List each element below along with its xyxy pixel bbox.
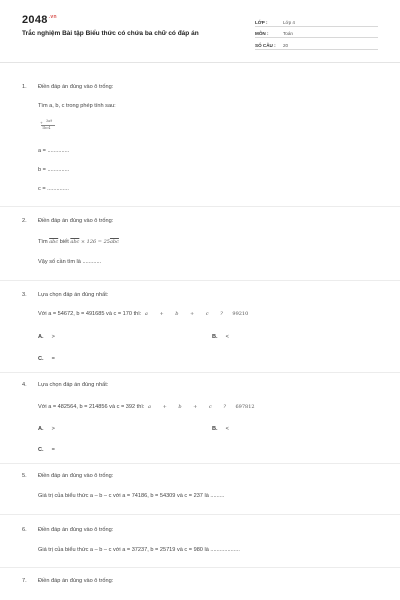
question-number: 6. [22, 527, 27, 533]
page-header [0, 0, 400, 62]
question-prompt: Điền đáp án đúng vào ô trống: [38, 218, 114, 224]
page-title: Trắc nghiệm Bài tập Biểu thức có chứa ba chữ có đáp án [22, 30, 199, 37]
meta-row-class: LỚP : Lớp 4 [255, 15, 378, 27]
question-prompt: Điền đáp án đúng vào ô trống: [38, 84, 114, 90]
option-a[interactable]: A. > [38, 426, 55, 432]
question-number: 7. [22, 578, 27, 584]
answer-blank[interactable]: Vậy số cần tìm là ............ [38, 259, 102, 265]
answer-blank-a[interactable]: a = .............. [38, 148, 70, 154]
meta-row-count: SỐ CÂU : 20 [255, 38, 378, 50]
question-divider [0, 206, 400, 207]
question-prompt: Điền đáp án đúng vào ô trống: [38, 578, 114, 584]
question-prompt: Điền đáp án đúng vào ô trống: [38, 527, 114, 533]
question-divider [0, 372, 400, 373]
question-text: Với a = 54672, b = 491685 và c = 170 thì: a + b + c ? 99210 [38, 311, 249, 317]
question-divider [0, 463, 400, 464]
question-prompt: Lựa chọn đáp án đúng nhất: [38, 382, 109, 388]
question-prompt: Lựa chọn đáp án đúng nhất: [38, 292, 109, 298]
question-text[interactable]: Giá trị của biểu thức a – b – c với a = 37237, b = 25719 và c = 980 là ................... [38, 547, 240, 553]
option-b[interactable]: B. < [212, 426, 229, 432]
question-text[interactable]: Giá trị của biểu thức a – b – c với a = 74186, b = 54309 và c = 237 là ......... [38, 493, 225, 499]
question-text: Tìm a, b, c trong phép tính sau: [38, 103, 116, 109]
question-number: 5. [22, 473, 27, 479]
question-divider [0, 567, 400, 568]
meta-table [255, 15, 378, 50]
question-number: 2. [22, 218, 27, 224]
question-number: 1. [22, 84, 27, 90]
option-c[interactable]: C. = [38, 447, 55, 453]
question-text: Với a = 482564, b = 214856 và c = 392 thì: a + b + c ? 697812 [38, 404, 255, 410]
question-divider [0, 280, 400, 281]
question-divider [0, 514, 400, 515]
option-b[interactable]: B. < [212, 334, 229, 340]
meta-row-subject: MÔN : Toán [255, 27, 378, 39]
question-prompt: Điền đáp án đúng vào ô trống: [38, 473, 114, 479]
answer-blank-c[interactable]: c = .............. [38, 186, 69, 192]
site-logo[interactable]: $2048^{.vn}$ [22, 14, 57, 26]
option-a[interactable]: A. > [38, 334, 55, 340]
question-number: 3. [22, 292, 27, 298]
answer-blank-b[interactable]: b = .............. [38, 167, 70, 173]
header-divider [0, 62, 400, 63]
question-text: Tìm $\overline{abc}$ biết $\overline{abc} \times 126 = 25\overline{abc}$ [38, 239, 119, 245]
option-c[interactable]: C. = [38, 356, 55, 362]
question-number: 4. [22, 382, 27, 388]
